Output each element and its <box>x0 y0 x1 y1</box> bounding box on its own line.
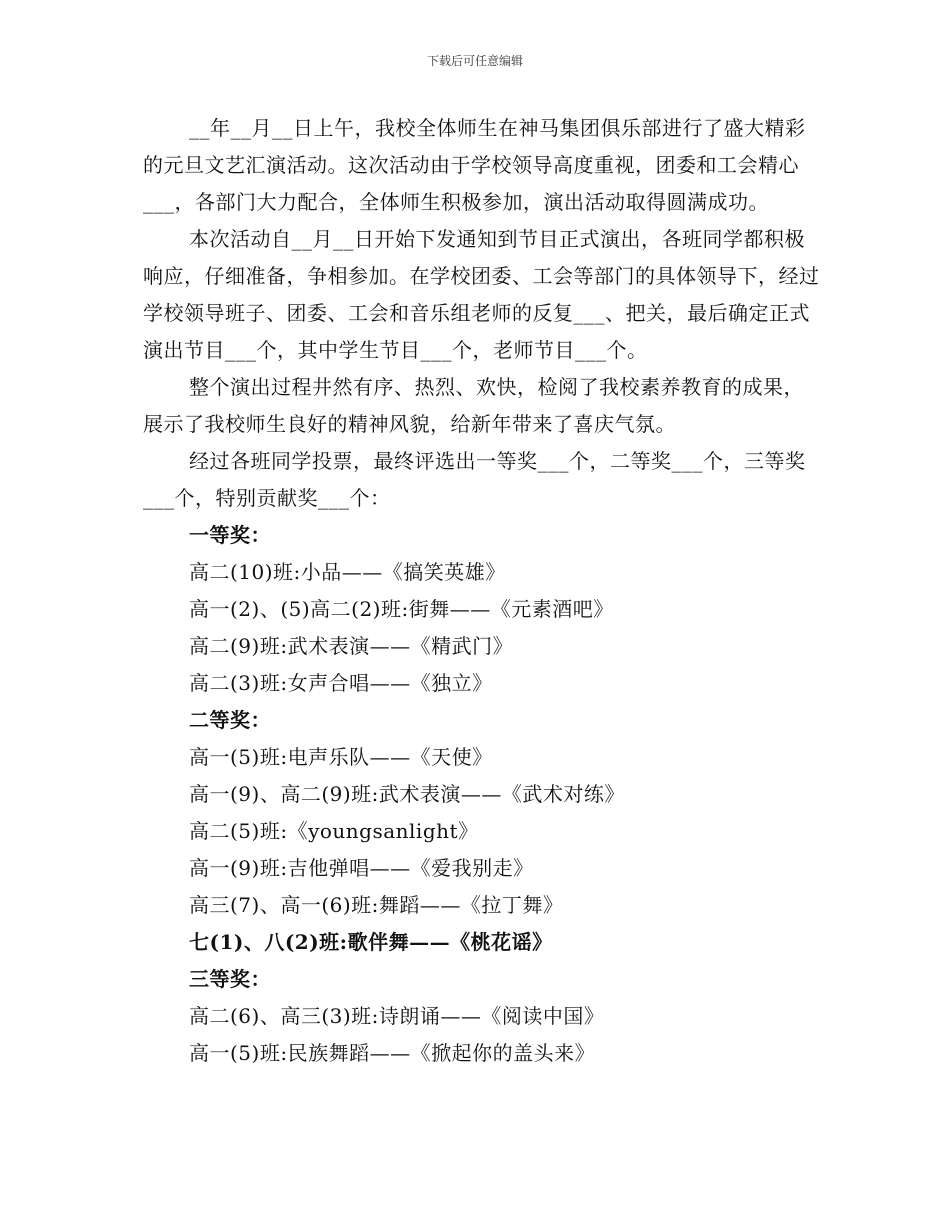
paragraph-preparation: 本次活动自__月__日开始下发通知到节目正式演出，各班同学都积极响应，仔细准备，争相参加。在学校团委、工会等部门的具体领导下，经过学校领导班子、团委、工会和音乐组老师的反复___、把关，最后确定正式演出节目___个，其中学生节目___个，老师节目___个。 <box>143 227 820 362</box>
second-prize-item: 高一(5)班:电声乐队——《天使》 <box>189 745 493 769</box>
paragraph-intro: __年__月__日上午，我校全体师生在神马集团俱乐部进行了盛大精彩的元旦文艺汇演活动。这次活动由于学校领导高度重视，团委和工会精心___，各部门大力配合，全体师生积极参加，演出活动取得圆满成功。 <box>143 116 806 214</box>
second-prize-heading: 二等奖： <box>189 708 271 732</box>
second-prize-item: 高一(9)班:吉他弹唱——《爱我别走》 <box>189 856 534 880</box>
first-prize-item: 高二(3)班:女声合唱——《独立》 <box>189 671 493 695</box>
second-prize-item: 高一(9)、高二(9)班:武术表演——《武术对练》 <box>189 782 625 806</box>
third-prize-heading: 三等奖： <box>189 967 271 991</box>
document-body <box>143 110 823 1072</box>
second-prize-item: 高二(5)班:《youngsanlight》 <box>189 819 479 843</box>
paragraph-results: 经过各班同学投票，最终评选出一等奖___个，二等奖___个，三等奖___个，特别贡献奖___个： <box>143 449 806 510</box>
page-header: 下载后可任意编辑 <box>426 54 523 68</box>
first-prize-item: 高二(10)班:小品——《搞笑英雄》 <box>189 560 506 584</box>
third-prize-item: 高二(6)、高三(3)班:诗朗诵——《阅读中国》 <box>189 1004 605 1028</box>
third-prize-item: 高一(5)班:民族舞蹈——《掀起你的盖头来》 <box>189 1041 596 1065</box>
first-prize-item: 高一(2)、(5)高二(2)班:街舞——《元素酒吧》 <box>189 597 614 621</box>
paragraph-summary: 整个演出过程井然有序、热烈、欢快，检阅了我校素养教育的成果，展示了我校师生良好的精神风貌，给新年带来了喜庆气氛。 <box>143 375 804 436</box>
first-prize-heading: 一等奖： <box>189 523 271 547</box>
second-prize-item: 七(1)、八(2)班:歌伴舞——《桃花谣》 <box>189 930 553 954</box>
second-prize-item: 高三(7)、高一(6)班:舞蹈——《拉丁舞》 <box>189 893 564 917</box>
first-prize-item: 高二(9)班:武术表演——《精武门》 <box>189 634 514 658</box>
